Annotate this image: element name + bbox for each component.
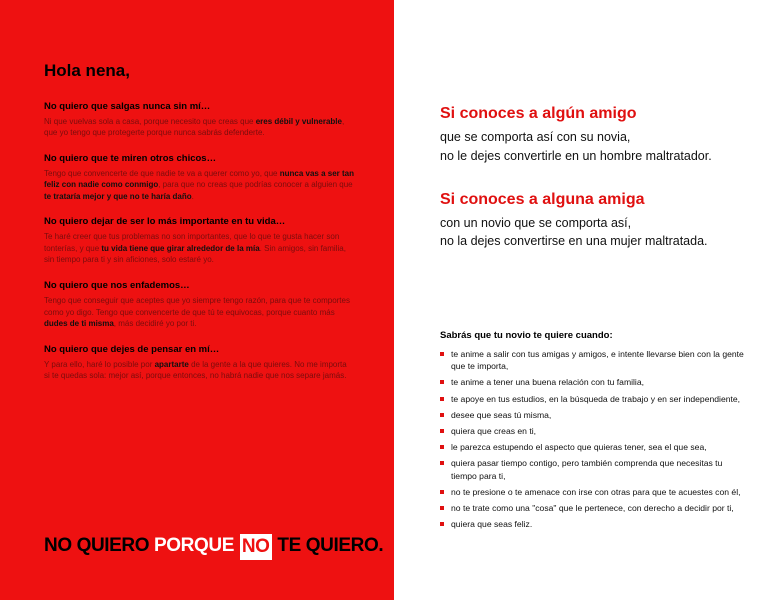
- statement-block: [44, 216, 354, 266]
- list-item: quiera pasar tiempo contigo, pero también comprenda que necesitas tu tiempo para ti,: [440, 457, 746, 481]
- list-item: le parezca estupendo el aspecto que quieras tener, sea el que sea,: [440, 441, 746, 453]
- call-to-action-line: con un novio que se comporta así,: [440, 216, 632, 231]
- slogan-segment: TE QUIERO.: [272, 535, 384, 556]
- page-title: Hola nena,: [44, 61, 130, 80]
- list-item: te anime a tener una buena relación con tu familia,: [440, 376, 746, 388]
- slogan-segment: PORQUE: [154, 535, 239, 556]
- left-content: [44, 62, 354, 396]
- statement-title: No quiero dejar de ser lo más importante en tu vida…: [44, 216, 286, 228]
- call-to-action-line: no le dejes convertirle en un hombre maltratador.: [440, 148, 712, 163]
- statement-title: No quiero que nos enfademos…: [44, 280, 190, 292]
- statement-block: [44, 153, 354, 203]
- call-to-action-title: Si conoces a alguna amiga: [440, 190, 645, 208]
- list-item: desee que seas tú misma,: [440, 409, 746, 421]
- statement-title: No quiero que salgas nunca sin mí…: [44, 100, 211, 112]
- call-to-action-line: no la dejes convertirse en una mujer maltratada.: [440, 234, 708, 249]
- statements-list: [44, 101, 354, 382]
- signs-heading: Sabrás que tu novio te quiere cuando:: [440, 330, 613, 341]
- slogan: [44, 533, 384, 559]
- slogan-segment: NO: [240, 534, 272, 560]
- statement-block: [44, 101, 354, 139]
- signs-list: [440, 348, 746, 530]
- statement-block: [44, 344, 354, 382]
- right-white-panel: [394, 0, 781, 600]
- list-item: no te trate como una "cosa" que le pertenece, con derecho a decidir por ti,: [440, 502, 746, 514]
- call-to-action-title: Si conoces a algún amigo: [440, 105, 637, 122]
- list-item: te anime a salir con tus amigas y amigos, e intente llevarse bien con la gente que te importa,: [440, 348, 746, 372]
- call-to-action-block: [440, 105, 760, 165]
- list-item: te apoye en tus estudios, en la búsqueda de trabajo y en ser independiente,: [440, 393, 746, 405]
- signs-section: [440, 330, 746, 534]
- call-to-action-block: [440, 191, 760, 251]
- slogan-segment: NO QUIERO: [44, 535, 155, 556]
- list-item: no te presione o te amenace con irse con otras para que te acuestes con él,: [440, 486, 746, 498]
- statement-body: Y para ello, haré lo posible por apartarte de la gente a la que quieres. No me importa si te quedas sola: mejor así, porque entonces, no habrá nadie que nos separe jamás.: [44, 359, 347, 381]
- statement-body: Tengo que conseguir que aceptes que yo siempre tengo razón, para que te comportes como yo digo. Tengo que convencerte de que tú te equivocas, porque cuanto más dudes de ti misma, más decidiré yo por ti.: [44, 295, 350, 329]
- statement-title: No quiero que dejes de pensar en mí…: [44, 343, 220, 355]
- statement-body: Ni que vuelvas sola a casa, porque necesito que creas que eres débil y vulnerable, que yo tengo que protegerte porque nunca sabrás defenderte.: [44, 116, 345, 138]
- list-item: quiera que seas feliz.: [440, 518, 746, 530]
- statement-body: Te haré creer que tus problemas no son importantes, que lo que te gusta hacer son tonterías, y que tu vida tiene que girar alrededor de la mía. Sin amigos, sin familia, sin tiempo para ti y sin aficiones, solo estaré yo.: [44, 232, 346, 265]
- list-item: quiera que creas en ti,: [440, 425, 746, 437]
- statement-title: No quiero que te miren otros chicos…: [44, 152, 217, 164]
- statement-body: Tengo que convencerte de que nadie te va a querer como yo, que nunca vas a ser tan feliz con nadie como conmigo, para que no creas que podrías conocer a alguien que te trataría mejor y que no te haría daño.: [44, 168, 354, 201]
- statement-block: [44, 280, 354, 330]
- call-to-action-line: que se comporta así con su novia,: [440, 130, 631, 145]
- calls-to-action: [440, 105, 760, 276]
